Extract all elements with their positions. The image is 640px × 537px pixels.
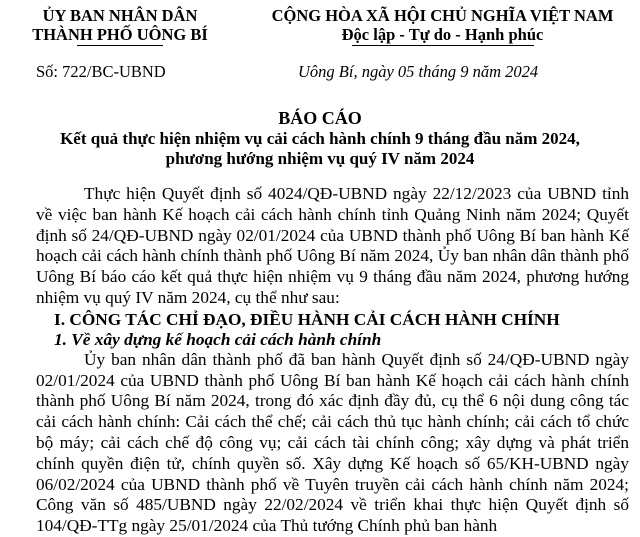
- subtitle-line-2: phương hướng nhiệm vụ quý IV năm 2024: [165, 149, 475, 168]
- agency-line-1: ỦY BAN NHÂN DÂN: [42, 6, 198, 25]
- national-motto-header: [255, 6, 630, 46]
- country-name: CỘNG HÒA XÃ HỘI CHỦ NGHĨA VIỆT NAM: [271, 6, 614, 25]
- motto-underline: [352, 45, 534, 46]
- document-body: [36, 184, 629, 537]
- subsection-heading: 1. Về xây dựng kế hoạch cải cách hành chính: [54, 329, 382, 349]
- intro-paragraph: Thực hiện Quyết định số 4024/QĐ-UBND ngày 22/12/2023 của UBND tỉnh về việc ban hành Kế hoạch cải cách hành chính tỉnh Quảng Ninh năm 2024; Quyết định số 24/QĐ-UBND ngày 02/01/2024 của UBND thành phố Uông Bí ban hành Kế hoạch cải cách hành chính thành phố Uông Bí năm 2024, Ủy ban nhân dân thành phố Uông Bí báo cáo kết quả thực hiện nhiệm vụ 9 tháng đầu năm 2024, phương hướng nhiệm vụ quý IV năm 2024, cụ thể như sau:: [36, 184, 629, 307]
- document-number: Số: 722/BC-UBND: [36, 62, 166, 81]
- place-date-line: Uông Bí, ngày 05 tháng 9 năm 2024: [298, 62, 539, 81]
- subsection-paragraph: Ủy ban nhân dân thành phố đã ban hành Quyết định số 24/QĐ-UBND ngày 02/01/2024 của UBND thành phố Uông Bí ban hành Kế hoạch cải cách hành chính thành phố Uông Bí năm 2024, trong đó xác định đầy đủ, cụ thể 6 nội dung công tác cải cách hành chính: Cải cách thể chế; cải cách thủ tục hành chính; cải cách tổ chức bộ máy; cải cách chế độ công vụ; cải cách tài chính công; xây dựng và phát triển chính quyền điện tử, chính quyền số. Xây dựng Kế hoạch số 65/KH-UBND ngày 06/02/2024 của UBND thành phố về Tuyên truyền cải cách hành chính năm 2024; Công văn số 485/UBND ngày 22/02/2024 về triển khai thực hiện Quyết định số 104/QĐ-TTg ngày 25/01/2024 của Thủ tướng Chính phủ ban hành: [36, 349, 629, 536]
- document-subtitle: [20, 129, 620, 169]
- issuing-agency-header: [20, 6, 220, 46]
- section-heading: I. CÔNG TÁC CHỈ ĐẠO, ĐIỀU HÀNH CẢI CÁCH HÀNH CHÍNH: [54, 309, 560, 329]
- subtitle-line-1: Kết quả thực hiện nhiệm vụ cải cách hành chính 9 tháng đầu năm 2024,: [60, 129, 580, 148]
- document-title: BÁO CÁO: [278, 108, 362, 128]
- agency-underline: [77, 45, 163, 46]
- agency-line-2: THÀNH PHỐ UÔNG BÍ: [32, 25, 208, 44]
- national-motto: Độc lập - Tự do - Hạnh phúc: [341, 25, 544, 44]
